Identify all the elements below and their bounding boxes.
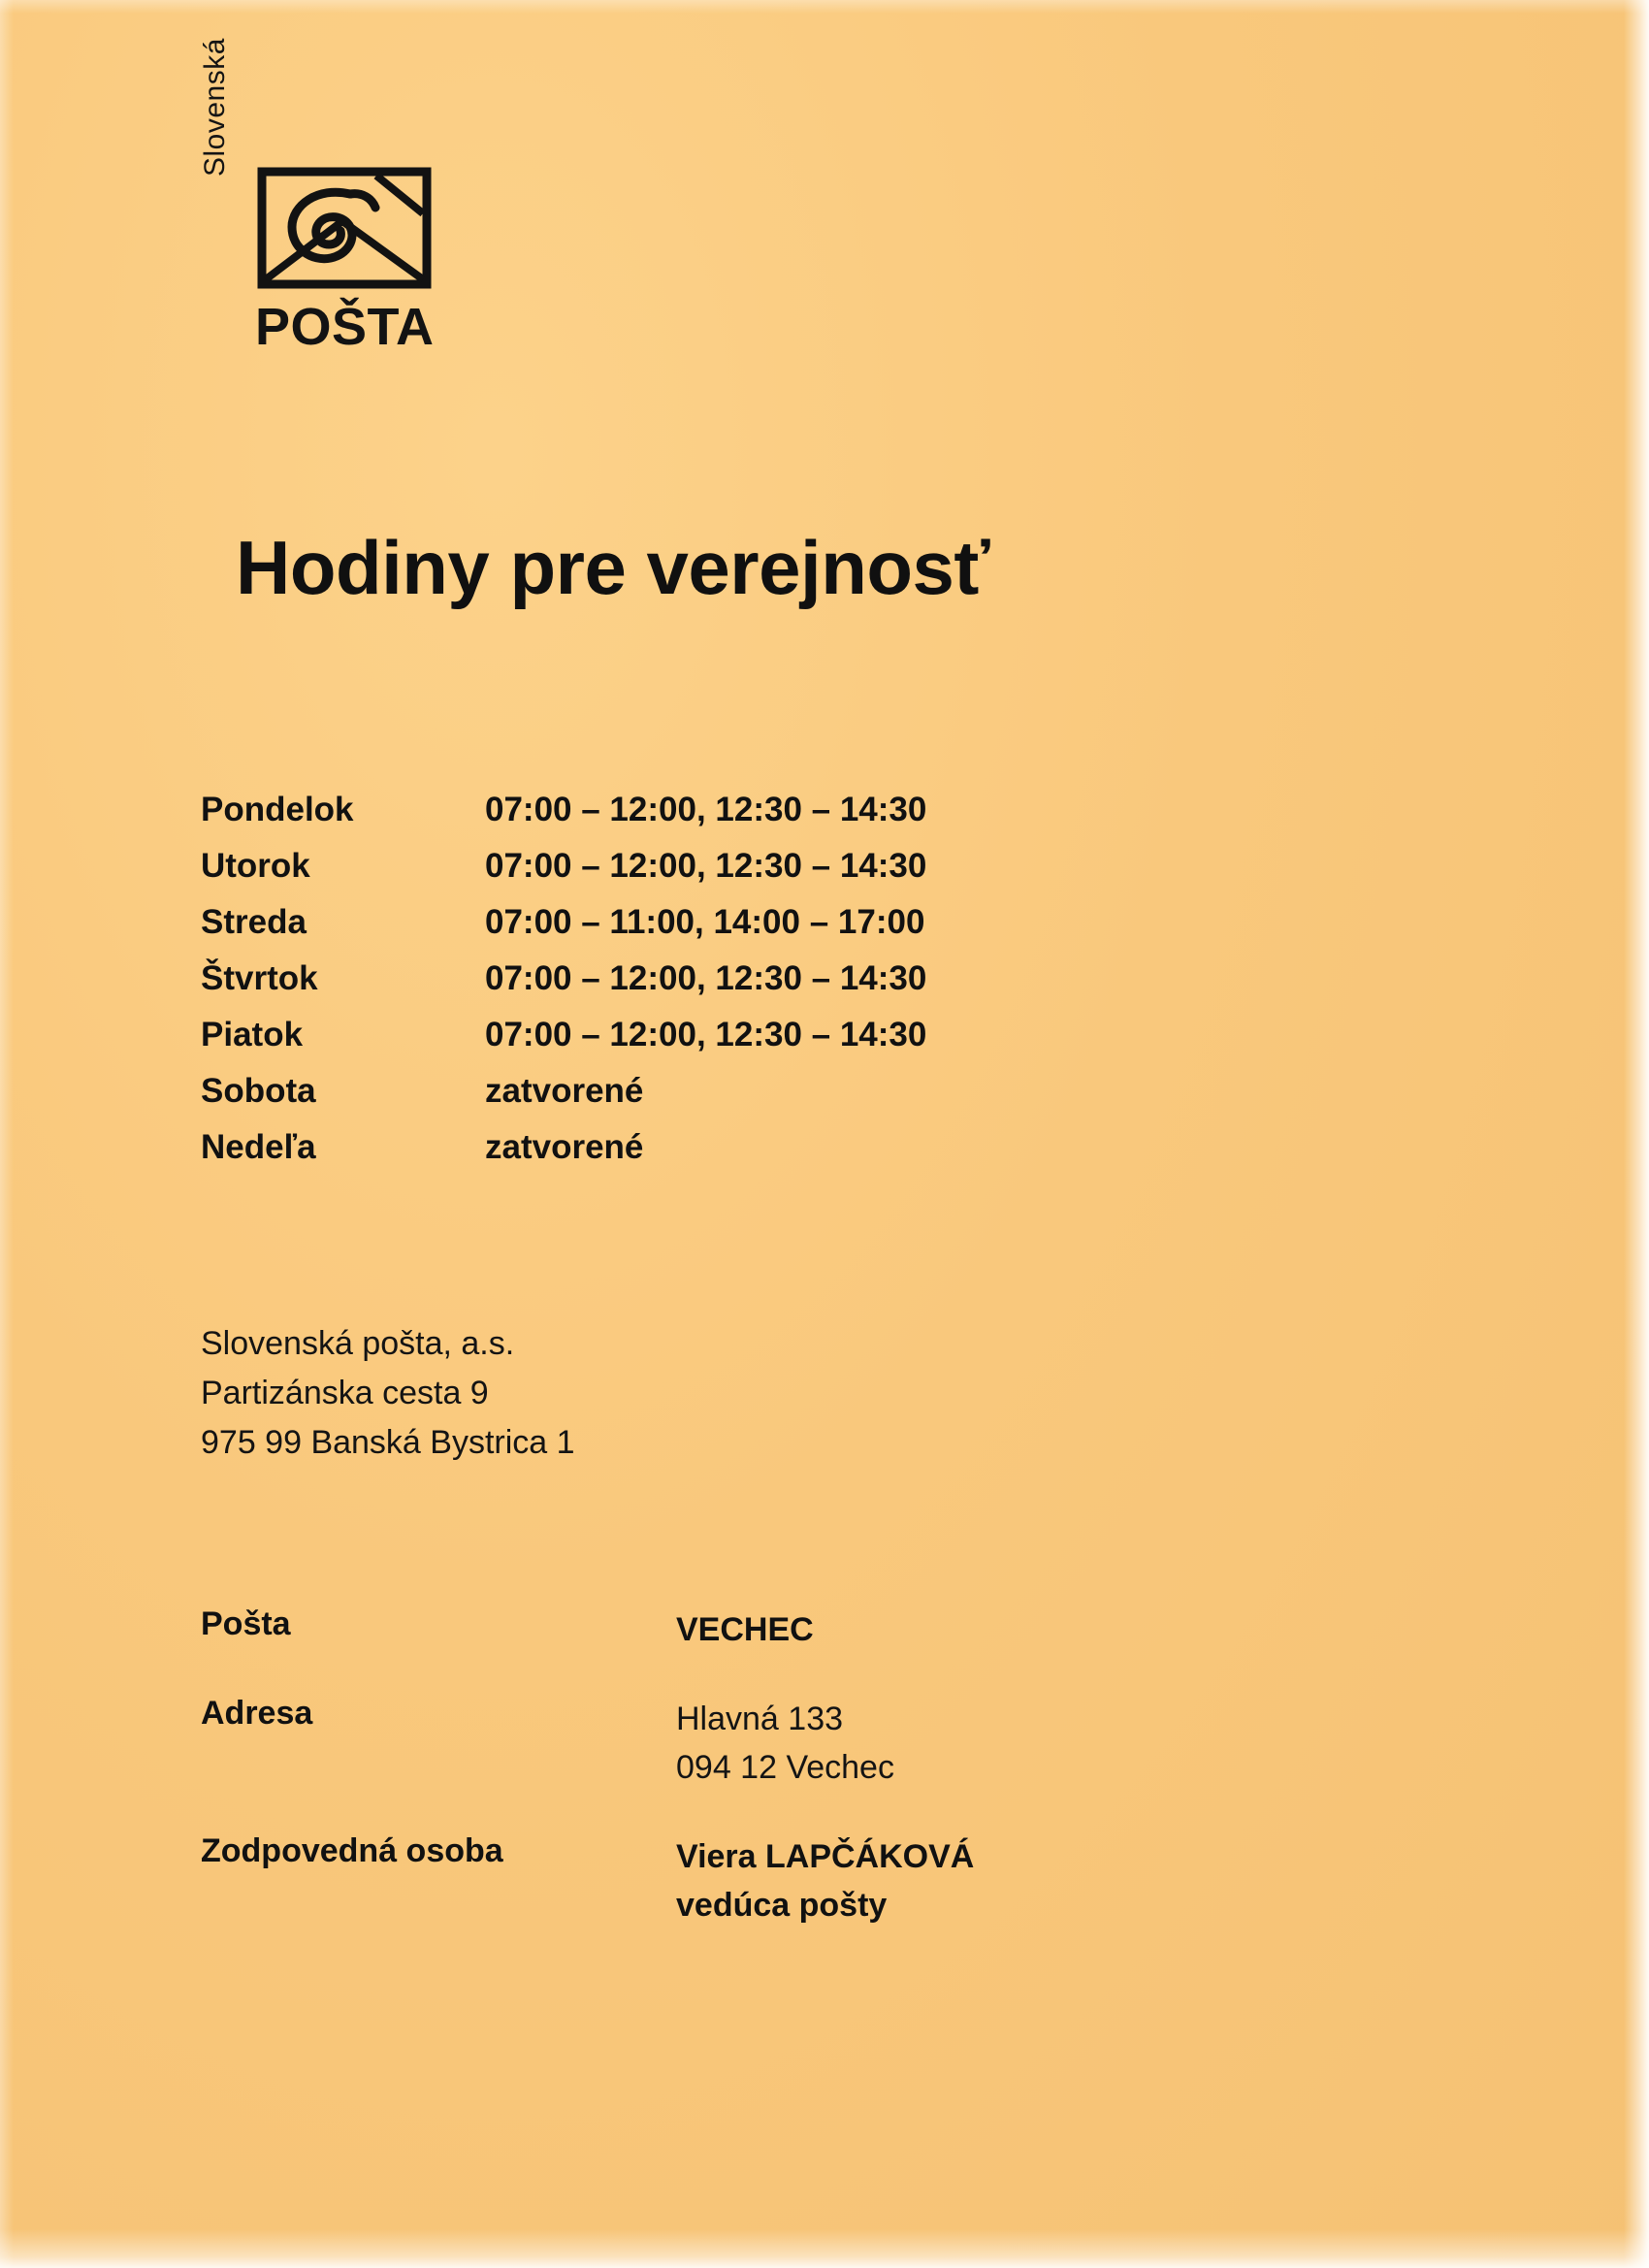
hours-time-value: 07:00 – 12:00, 12:30 – 14:30 bbox=[485, 791, 927, 828]
logo-wordmark: POŠTA bbox=[255, 298, 435, 356]
address-city: 094 12 Vechec bbox=[676, 1749, 894, 1786]
hours-time-value: 07:00 – 12:00, 12:30 – 14:30 bbox=[485, 1016, 927, 1053]
responsible-person-name: Viera LAPČÁKOVÁ bbox=[676, 1838, 975, 1875]
company-name: Slovenská pošta, a.s. bbox=[201, 1325, 515, 1362]
post-label: Pošta bbox=[201, 1605, 291, 1642]
table-row bbox=[201, 847, 1151, 903]
hours-time-value: zatvorené bbox=[485, 1128, 644, 1166]
table-row bbox=[201, 1072, 1151, 1128]
hours-time-value: 07:00 – 12:00, 12:30 – 14:30 bbox=[485, 847, 927, 885]
hours-time-value: zatvorené bbox=[485, 1072, 644, 1110]
company-street: Partizánska cesta 9 bbox=[201, 1375, 489, 1411]
detail-row-address bbox=[201, 1695, 1365, 1792]
address-value-group bbox=[676, 1695, 894, 1792]
paper-edge-left bbox=[0, 0, 14, 2268]
responsible-person-label: Zodpovedná osoba bbox=[201, 1832, 503, 1869]
slovenska-posta-logo bbox=[199, 38, 480, 390]
paper-edge-top bbox=[0, 0, 1649, 14]
hours-time-value: 07:00 – 12:00, 12:30 – 14:30 bbox=[485, 959, 927, 997]
address-label: Adresa bbox=[201, 1695, 313, 1732]
hours-day-label: Štvrtok bbox=[201, 959, 318, 997]
address-street: Hlavná 133 bbox=[676, 1701, 844, 1737]
logo-vertical-text: Slovenská bbox=[199, 38, 231, 177]
hours-day-label: Nedeľa bbox=[201, 1128, 316, 1166]
responsible-person-value-group bbox=[676, 1832, 974, 1929]
hours-day-label: Sobota bbox=[201, 1072, 316, 1110]
company-address-block bbox=[201, 1319, 1074, 1468]
hours-day-label: Pondelok bbox=[201, 791, 354, 828]
hours-day-label: Utorok bbox=[201, 847, 310, 885]
table-row bbox=[201, 791, 1151, 847]
page-title: Hodiny pre verejnosť bbox=[236, 525, 990, 610]
hours-time-value: 07:00 – 11:00, 14:00 – 17:00 bbox=[485, 903, 925, 941]
hours-day-label: Piatok bbox=[201, 1016, 304, 1053]
table-row bbox=[201, 1128, 1151, 1184]
paper-edge-bottom bbox=[0, 2229, 1649, 2268]
postal-horn-envelope-icon bbox=[257, 167, 432, 289]
hours-day-label: Streda bbox=[201, 903, 307, 941]
paper-edge-right bbox=[1624, 0, 1649, 2268]
company-city: 975 99 Banská Bystrica 1 bbox=[201, 1424, 575, 1461]
detail-row-post bbox=[201, 1605, 1365, 1654]
table-row bbox=[201, 959, 1151, 1016]
post-value-group bbox=[676, 1605, 814, 1654]
opening-hours-table bbox=[201, 791, 1151, 1184]
post-value: VECHEC bbox=[676, 1611, 814, 1648]
detail-row-responsible-person bbox=[201, 1832, 1365, 1929]
responsible-person-role: vedúca pošty bbox=[676, 1887, 888, 1924]
table-row bbox=[201, 903, 1151, 959]
table-row bbox=[201, 1016, 1151, 1072]
branch-details-block bbox=[201, 1605, 1365, 1970]
